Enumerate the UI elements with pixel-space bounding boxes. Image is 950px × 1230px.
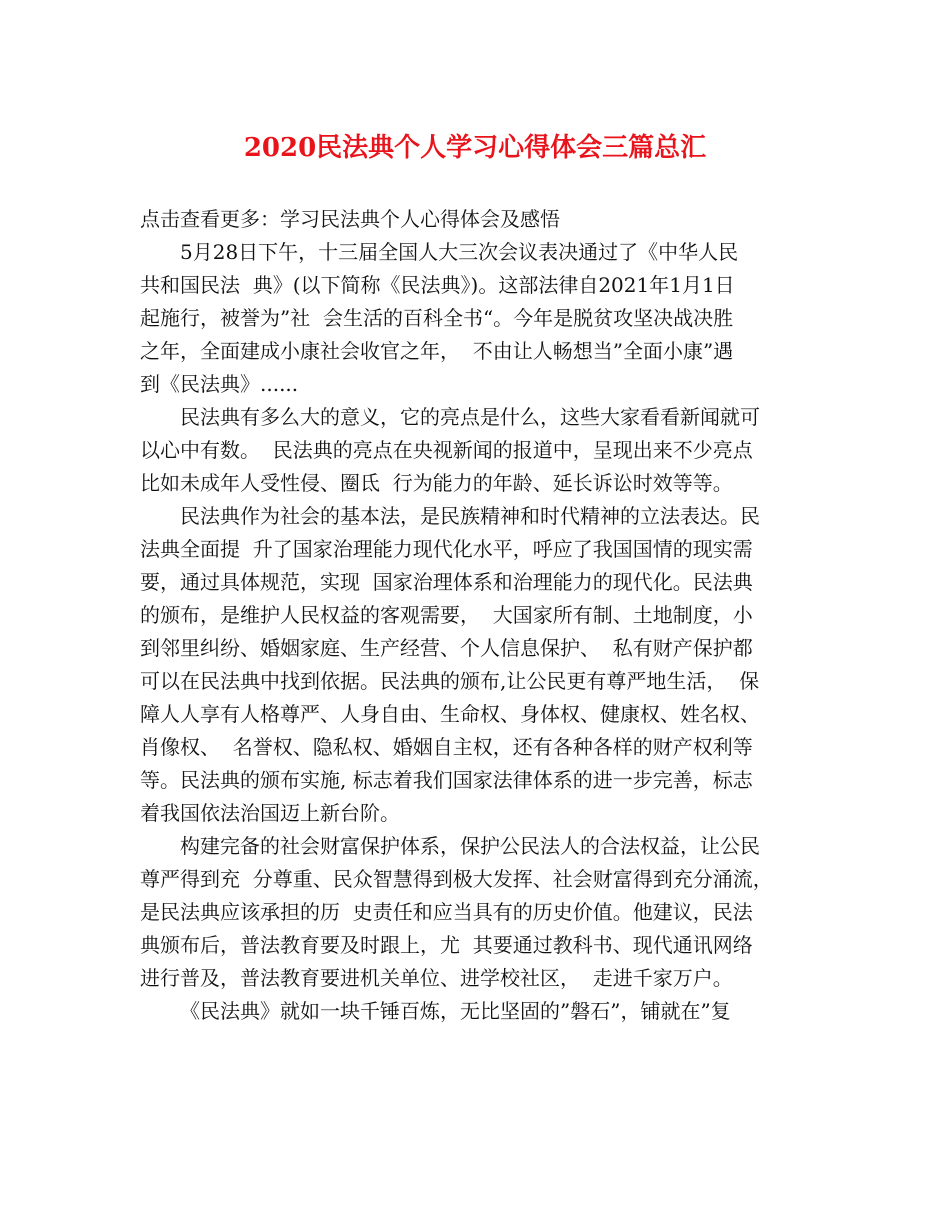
- text-line: 到邻里纠纷、婚姻家庭、生产经营、个人信息保护、 私有财产保护都: [140, 636, 753, 660]
- text-line: 起施行，被誉为”社 会生活的百科全书“。今年是脱贫攻坚决战决胜: [140, 306, 734, 330]
- text-line: 典颁布后，普法教育要及时跟上，尤 其要通过教科书、现代通讯网络: [140, 933, 753, 957]
- text-line: 点击查看更多：学习民法典个人心得体会及感悟: [140, 207, 560, 231]
- text-line: 是民法典应该承担的历 史责任和应当具有的历史价值。他建议，民法: [140, 900, 753, 924]
- text-line: 到《民法典》......: [140, 372, 299, 396]
- text-line: 的颁布，是维护人民权益的客观需要， 大国家所有制、土地制度，小: [140, 603, 753, 627]
- text-line: 等。民法典的颁布实施, 标志着我们国家法律体系的进一步完善，标志: [140, 768, 753, 792]
- document-body: [140, 203, 815, 1028]
- text-line: 民法典作为社会的基本法，是民族精神和时代精神的立法表达。民: [180, 504, 760, 528]
- text-line: 法典全面提 升了国家治理能力现代化水平，呼应了我国国情的现实需: [140, 537, 753, 561]
- text-line: 可以在民法典中找到依据。民法典的颁布,让公民更有尊严地生活， 保: [140, 669, 760, 693]
- text-line: 肖像权、 名誉权、隐私权、婚姻自主权，还有各种各样的财产权利等: [140, 735, 753, 759]
- text-line: 以心中有数。 民法典的亮点在央视新闻的报道中，呈现出来不少亮点: [140, 438, 753, 462]
- text-line: 比如未成年人受性侵、圈氐 行为能力的年龄、延长诉讼时效等等。: [140, 471, 733, 495]
- document-title: 2020民法典个人学习心得体会三篇总汇: [243, 133, 707, 163]
- text-line: 着我国依法治国迈上新台阶。: [140, 801, 400, 825]
- text-line: 民法典有多么大的意义，它的亮点是什么，这些大家看看新闻就可: [180, 405, 760, 429]
- text-line: 5月28日下午，十三届全国人大三次会议表决通过了《中华人民: [180, 240, 739, 264]
- text-line: 之年，全面建成小康社会收官之年， 不由让人畅想当”全面小康”遇: [140, 339, 734, 363]
- text-line: 进行普及，普法教育要进机关单位、进学校社区， 走进千家万户。: [140, 966, 733, 990]
- text-line: 尊严得到充 分尊重、民众智慧得到极大发挥、社会财富得到充分涌流，: [140, 867, 773, 891]
- text-line: 要，通过具体规范，实现 国家治理体系和治理能力的现代化。民法典: [140, 570, 753, 594]
- text-line: 构建完备的社会财富保护体系，保护公民法人的合法权益，让公民: [180, 834, 760, 858]
- text-line: 《民法典》就如一块千锤百炼，无比坚固的”磐石”，铺就在”复: [180, 999, 731, 1023]
- text-line: 共和国民法 典》(以下简称《民法典》)。这部法律自2021年1月1日: [140, 273, 735, 297]
- text-line: 障人人享有人格尊严、人身自由、生命权、身体权、健康权、姓名权、: [140, 702, 760, 726]
